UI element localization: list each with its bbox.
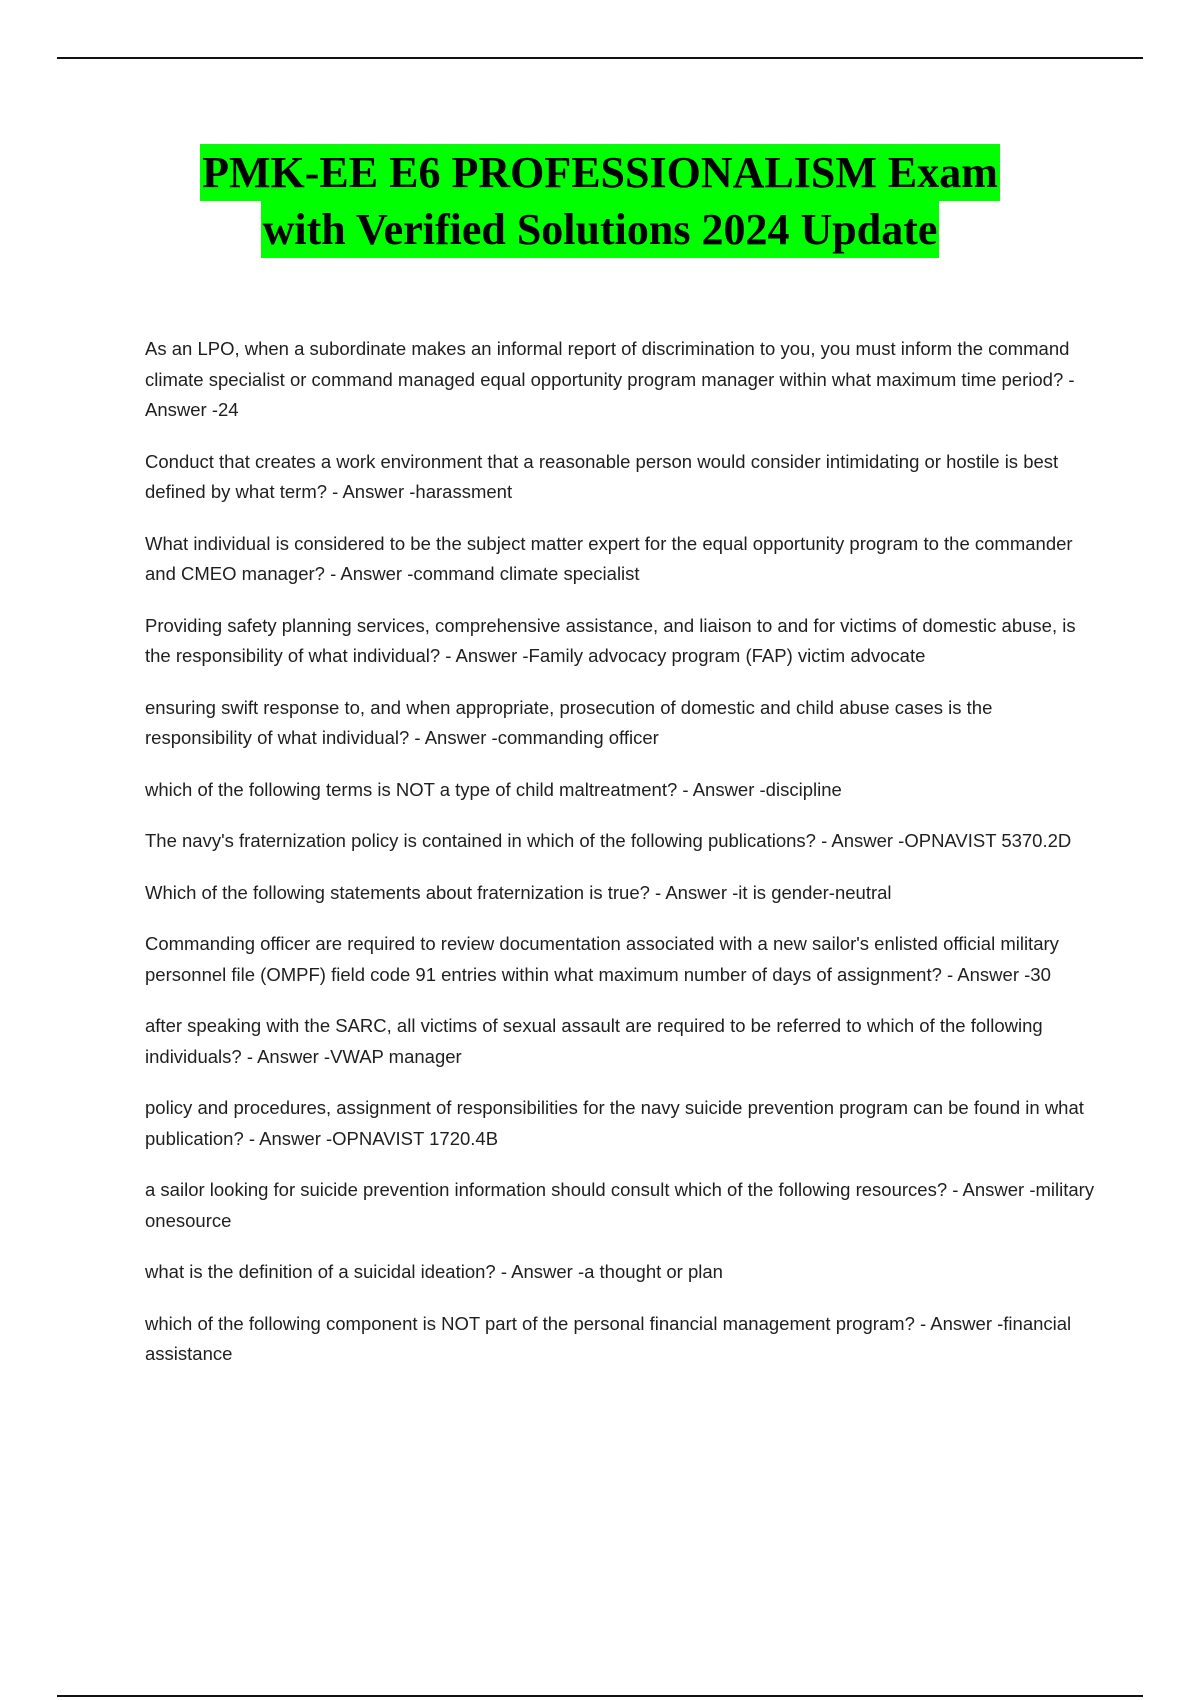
qa-item: after speaking with the SARC, all victims of sexual assault are required to be referred to which of the following individuals? - Answer -VWAP manager	[145, 1015, 1043, 1067]
qa-item: Conduct that creates a work environment that a reasonable person would consider intimidating or hostile is best defined by what term? - Answer -harassment	[145, 450, 1059, 502]
qa-item: a sailor looking for suicide prevention information should consult which of the following resources? - Answer -military onesource	[145, 1179, 1095, 1231]
question-answer-list	[145, 334, 1095, 1391]
bottom-divider	[57, 1695, 1143, 1697]
qa-item: ensuring swift response to, and when appropriate, prosecution of domestic and child abuse cases is the responsibility of what individual? - Answer -commanding officer	[145, 696, 993, 748]
top-divider	[57, 57, 1143, 59]
qa-item: what is the definition of a suicidal ideation? - Answer -a thought or plan	[145, 1261, 723, 1282]
qa-item: The navy's fraternization policy is contained in which of the following publications? - Answer -OPNAVIST 5370.2D	[145, 830, 1072, 851]
qa-item: Providing safety planning services, comprehensive assistance, and liaison to and for victims of domestic abuse, is the responsibility of what individual? - Answer -Family advocacy program (FAP) victim advocate	[145, 614, 1076, 666]
page-title	[0, 144, 1200, 258]
qa-item: which of the following terms is NOT a type of child maltreatment? - Answer -discipline	[145, 778, 842, 800]
qa-item: As an LPO, when a subordinate makes an informal report of discrimination to you, you must inform the command climate specialist or command managed equal opportunity program manager within what maximum time period? - Answer -24	[145, 338, 1075, 420]
qa-item: What individual is considered to be the subject matter expert for the equal opportunity program to the commander and CMEO manager? - Answer -command climate specialist	[145, 532, 1073, 584]
title-line-2: with Verified Solutions 2024 Update	[261, 201, 940, 258]
qa-item: which of the following component is NOT part of the personal financial management program? - Answer -financial assistance	[145, 1312, 1072, 1364]
title-line-1: PMK-EE E6 PROFESSIONALISM Exam	[200, 144, 1000, 201]
qa-item: Which of the following statements about fraternization is true? - Answer -it is gender-neutral	[145, 881, 892, 903]
qa-item: policy and procedures, assignment of responsibilities for the navy suicide prevention program can be found in what publication? - Answer -OPNAVIST 1720.4B	[145, 1097, 1084, 1149]
qa-item: Commanding officer are required to review documentation associated with a new sailor's enlisted official military personnel file (OMPF) field code 91 entries within what maximum number of days of assignment? - Answer -30	[145, 933, 1059, 985]
